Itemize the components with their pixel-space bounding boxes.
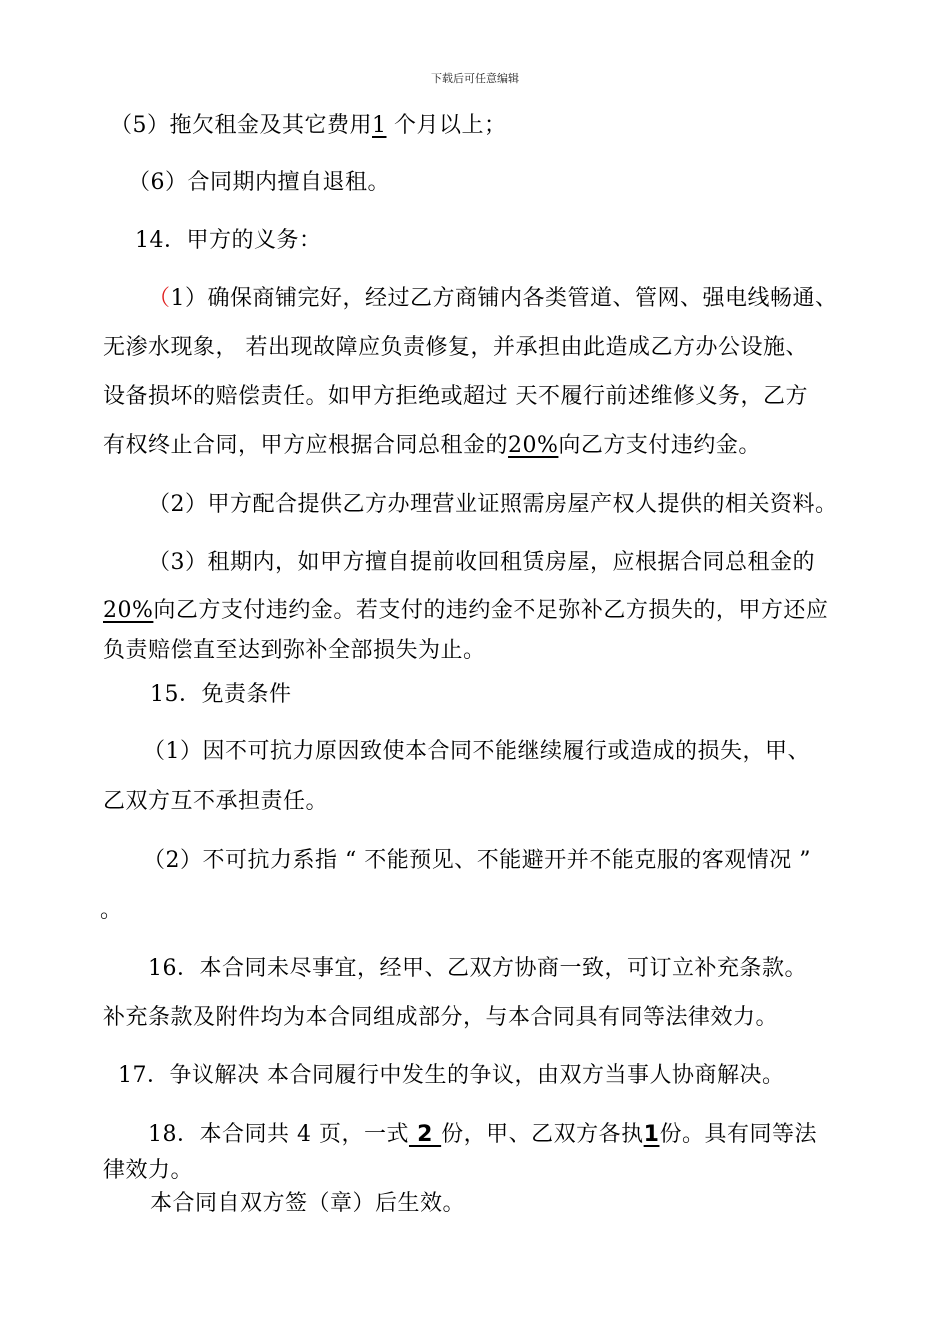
clause-text: （5）拖欠租金及其它费用 bbox=[110, 113, 372, 138]
clause-text: 份。具有同等法 bbox=[659, 1122, 817, 1147]
clause-13-item-5 bbox=[110, 115, 507, 137]
clause-15-item-1-line-2: 乙双方互不承担责任。 bbox=[103, 789, 329, 814]
effective-clause: 本合同自双方签（章）后生效。 bbox=[150, 1191, 466, 1216]
clause-text: 份，甲、乙双方各执 bbox=[441, 1122, 644, 1147]
clause-15-heading: 15．免责条件 bbox=[150, 682, 292, 707]
clause-text: 向乙方支付违约金。若支付的违约金不足弥补乙方损失的，甲方还应 bbox=[153, 598, 829, 623]
clause-18-line-2: 律效力。 bbox=[103, 1158, 194, 1183]
clause-text: 向乙方支付违约金。 bbox=[558, 433, 761, 458]
clause-14-item-1-line-2: 无渗水现象， 若出现故障应负责修复，并承担由此造成乙方办公设施、 bbox=[103, 335, 808, 360]
clause-13-item-6: （6）合同期内擅自退租。 bbox=[128, 170, 390, 195]
clause-14-item-3-line-3: 负责赔偿直至达到弥补全部损失为止。 bbox=[103, 638, 486, 663]
copies-total: 2 bbox=[408, 1122, 442, 1147]
penalty-rate: 20% bbox=[103, 598, 154, 623]
clause-15-item-2-end: 。 bbox=[100, 898, 123, 923]
penalty-rate: 20% bbox=[508, 433, 559, 458]
clause-14-heading: 14．甲方的义务： bbox=[135, 228, 322, 253]
clause-text: 有权终止合同，甲方应根据合同总租金的 bbox=[103, 433, 509, 458]
clause-14-item-3-line-2 bbox=[103, 600, 828, 622]
clause-14-item-1-line-3: 设备损坏的赔偿责任。如甲方拒绝或超过 天不履行前述维修义务，乙方 bbox=[103, 384, 808, 409]
clause-14-item-1-line-1 bbox=[148, 288, 838, 310]
clause-18-line-1 bbox=[148, 1124, 817, 1146]
clause-15-item-2: （2）不可抗力系指 “ 不能预见、不能避开并不能克服的客观情况 ” bbox=[143, 848, 811, 873]
clause-17: 17．争议解决 本合同履行中发生的争议，由双方当事人协商解决。 bbox=[118, 1063, 785, 1088]
clause-14-item-2: （2）甲方配合提供乙方办理营业证照需房屋产权人提供的相关资料。 bbox=[148, 492, 838, 517]
clause-14-item-1-line-4 bbox=[103, 435, 761, 457]
clause-15-item-1-line-1: （1）因不可抗力原因致使本合同不能继续履行或造成的损失，甲、 bbox=[143, 739, 810, 764]
clause-16-line-2: 补充条款及附件均为本合同组成部分，与本合同具有同等法律效力。 bbox=[103, 1005, 779, 1030]
clause-14-item-3-line-1: （3）租期内，如甲方擅自提前收回租赁房屋，应根据合同总租金的 bbox=[148, 550, 815, 575]
clause-16-line-1: 16．本合同未尽事宜，经甲、乙双方协商一致，可订立补充条款。 bbox=[148, 956, 807, 981]
copies-each: 1 bbox=[643, 1122, 660, 1147]
months-value: 1 bbox=[372, 113, 387, 138]
clause-text: 1）确保商铺完好，经过乙方商铺内各类管道、管网、强电线畅通、 bbox=[170, 286, 838, 311]
clause-text: 个月以上； bbox=[386, 113, 507, 138]
page-header: 下载后可任意编辑 bbox=[431, 72, 519, 85]
clause-text: 18．本合同共 4 页，一式 bbox=[148, 1122, 409, 1147]
red-paren: （ bbox=[148, 286, 171, 311]
